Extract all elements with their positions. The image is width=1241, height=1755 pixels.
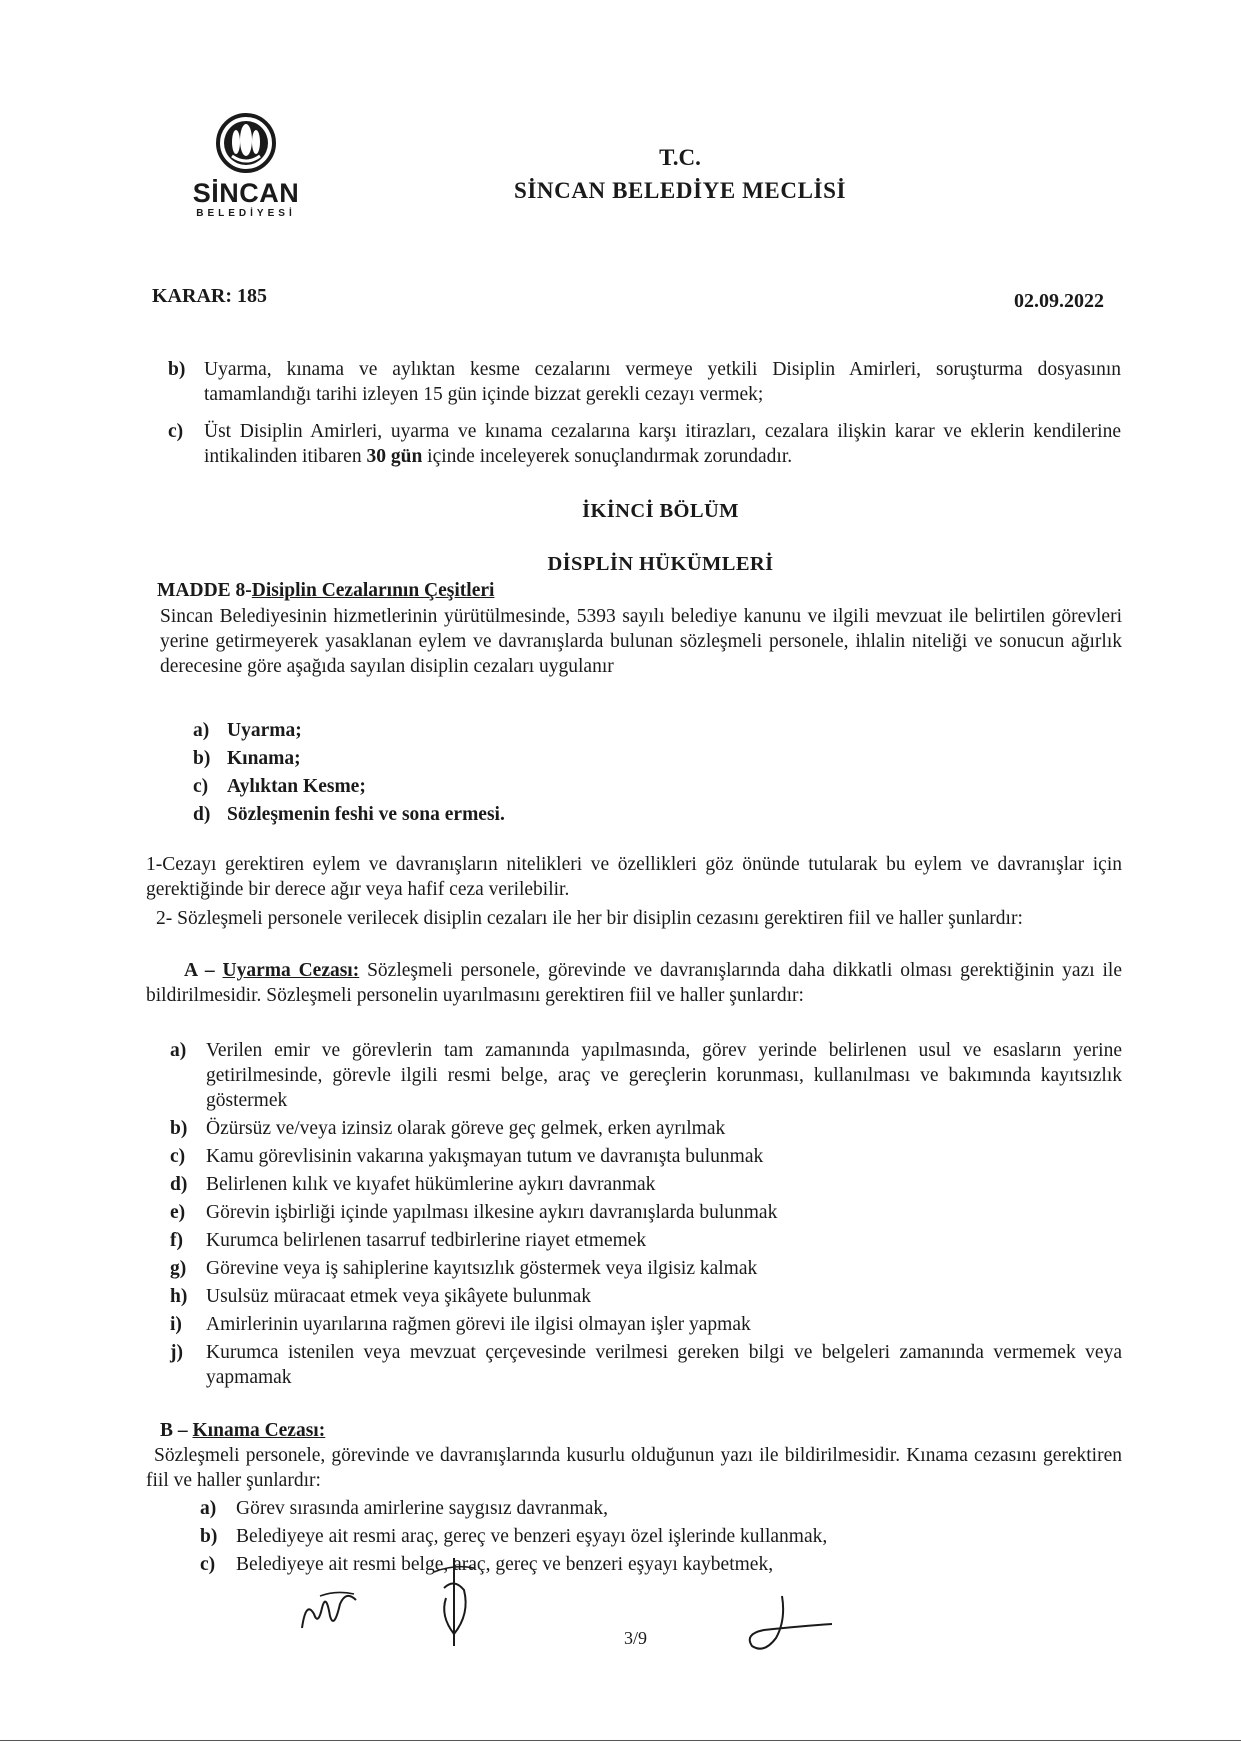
penalty-label: a) bbox=[193, 720, 210, 741]
list-item-text: Belediyeye ait resmi belge, araç, gereç ve benzeri eşyayı kaybetmek, bbox=[236, 1554, 774, 1575]
logo-subtitle: BELEDİYESİ bbox=[196, 208, 296, 219]
uyarma-prefix: A – bbox=[184, 960, 223, 981]
penalty-label: b) bbox=[193, 748, 211, 769]
kinama-paragraph: Sözleşmeli personele, görevinde ve davranışlarında kusurlu olduğunun yazı ile bildirilmesidir. Kınama cezasını gerektiren fiil ve haller şunlardır: bbox=[146, 1445, 1122, 1491]
list-item-label: b) bbox=[170, 1118, 188, 1139]
article-prefix: MADDE 8- bbox=[157, 580, 252, 601]
list-item bbox=[200, 1524, 1122, 1549]
list-item-label: f) bbox=[170, 1230, 183, 1251]
logo-name: SİNCAN bbox=[192, 178, 300, 208]
list-item-label: a) bbox=[170, 1040, 187, 1061]
list-item-text: Kurumca belirlenen tasarruf tedbirlerine riayet etmemek bbox=[206, 1230, 647, 1251]
penalty-text: Sözleşmenin feshi ve sona ermesi. bbox=[227, 804, 505, 825]
signature-1-icon bbox=[296, 1570, 386, 1640]
list-item-label: a) bbox=[200, 1498, 217, 1519]
penalty-item bbox=[193, 718, 302, 743]
list-item-label: b) bbox=[168, 359, 186, 380]
article-paragraph-1: 1-Cezayı gerektiren eylem ve davranışların nitelikleri ve özellikleri göz önünde tutularak bu eylem ve davranışlar için gerektiğinde bir derece ağır veya hafif ceza verilebilir. bbox=[146, 854, 1122, 900]
list-item-label: b) bbox=[200, 1526, 218, 1547]
list-item-text: Üst Disiplin Amirleri, uyarma ve kınama cezalarına karşı itirazları, cezalara ilişkin karar ve eklerin kendilerine intikalinden itibaren bbox=[204, 421, 1121, 467]
penalty-text: Kınama; bbox=[227, 748, 301, 769]
signature-3-icon bbox=[742, 1590, 842, 1660]
article-title: Disiplin Cezalarının Çeşitleri bbox=[251, 580, 495, 601]
list-item bbox=[170, 1284, 1122, 1309]
list-item-label: j) bbox=[170, 1342, 183, 1363]
list-item-label: g) bbox=[170, 1258, 187, 1279]
list-item-label: c) bbox=[200, 1554, 216, 1575]
list-item bbox=[170, 1200, 1122, 1225]
header-tc: T.C. bbox=[659, 145, 701, 170]
penalty-item bbox=[193, 746, 301, 771]
article-heading bbox=[157, 578, 494, 603]
kinama-prefix: B – bbox=[160, 1420, 193, 1441]
list-item bbox=[170, 1116, 1122, 1141]
list-item-label: c) bbox=[168, 421, 184, 442]
list-item bbox=[200, 1496, 1122, 1521]
list-item-text: Kamu görevlisinin vakarına yakışmayan tutum ve davranışta bulunmak bbox=[206, 1146, 764, 1167]
decision-date: 02.09.2022 bbox=[1014, 290, 1104, 312]
section-part-heading: İKİNCİ BÖLÜM bbox=[582, 500, 739, 522]
list-item-text: Görevine veya iş sahiplerine kayıtsızlık göstermek veya ilgisiz kalmak bbox=[206, 1258, 758, 1279]
list-item bbox=[168, 357, 1121, 407]
penalty-text: Aylıktan Kesme; bbox=[227, 776, 366, 797]
article-intro: Sincan Belediyesinin hizmetlerinin yürütülmesinde, 5393 sayılı belediye kanunu ve ilgili mevzuat ile belirtilen görevleri yerine getirmeyerek yasaklanan eylem ve davranışlarda bulunan sözleşmeli personele, ihlalin niteliği ve sonucun ağırlık derecesine göre aşağıda sayılan disiplin cezaları uygulanır bbox=[160, 606, 1122, 677]
list-item-text: Verilen emir ve görevlerin tam zamanında yapılmasında, görev yerinde belirlenen usul ve esasların yerine getirilmesinde, görevle ilgili resmi belge, araç ve gereçlerin korunması, kullanılması ve bakımında kayıtsızlık göstermek bbox=[206, 1040, 1122, 1111]
uyarma-title: Uyarma Cezası: bbox=[222, 960, 360, 981]
penalty-text: Uyarma; bbox=[227, 720, 302, 741]
list-item-text: Kurumca istenilen veya mevzuat çerçevesinde verilmesi gereken bilgi ve belgeleri zamanında vermemek veya yapmamak bbox=[206, 1342, 1122, 1388]
list-item-label: e) bbox=[170, 1202, 186, 1223]
list-item bbox=[170, 1228, 1122, 1253]
uyarma-text: Sözleşmeli personele, görevinde ve davranışlarında daha dikkatli olması gerektiğinin yazı ile bildirilmesidir. Sözleşmeli personelin uyarılmasını gerektiren fiil ve haller şunlardır: bbox=[146, 960, 1122, 1006]
list-item-label: d) bbox=[170, 1174, 188, 1195]
list-item-text: Belirlenen kılık ve kıyafet hükümlerine aykırı davranmak bbox=[206, 1174, 656, 1195]
list-item-text: Amirlerinin uyarılarına rağmen görevi ile ilgisi olmayan işler yapmak bbox=[206, 1314, 751, 1335]
list-item bbox=[170, 1340, 1122, 1390]
penalty-label: d) bbox=[193, 804, 211, 825]
list-item-text: içinde inceleyerek sonuçlandırmak zorundadır. bbox=[422, 446, 793, 467]
section-title-heading: DİSPLİN HÜKÜMLERİ bbox=[547, 553, 774, 575]
kinama-heading bbox=[160, 1418, 325, 1443]
logo-emblem-icon bbox=[214, 110, 278, 176]
municipality-logo bbox=[186, 110, 306, 220]
penalty-item bbox=[193, 802, 505, 827]
list-item-text: Uyarma, kınama ve aylıktan kesme cezalarını vermeye yetkili Disiplin Amirleri, soruşturma dosyasının tamamlandığı tarihi izleyen 15 gün içinde bizzat gerekli cezayı vermek; bbox=[204, 359, 1121, 405]
header-council: SİNCAN BELEDİYE MECLİSİ bbox=[513, 178, 847, 203]
article-paragraph-2: 2- Sözleşmeli personele verilecek disiplin cezaları ile her bir disiplin cezasını gerektiren fiil ve haller şunlardır: bbox=[156, 908, 1023, 929]
list-item-text: Belediyeye ait resmi araç, gereç ve benzeri eşyayı özel işlerinde kullanmak, bbox=[236, 1526, 828, 1547]
list-item-label: h) bbox=[170, 1286, 188, 1307]
list-item-text: Usulsüz müracaat etmek veya şikâyete bulunmak bbox=[206, 1286, 591, 1307]
penalty-item bbox=[193, 774, 366, 799]
page-number: 3/9 bbox=[624, 1628, 648, 1648]
list-item bbox=[170, 1172, 1122, 1197]
deadline-days: 30 gün bbox=[366, 446, 423, 467]
list-item-label: c) bbox=[170, 1146, 186, 1167]
decision-number: KARAR: 185 bbox=[152, 285, 267, 307]
bottom-rule bbox=[0, 1740, 1241, 1741]
list-item-label: i) bbox=[170, 1314, 182, 1335]
uyarma-paragraph bbox=[146, 958, 1122, 1008]
list-item bbox=[168, 419, 1121, 469]
list-item bbox=[170, 1312, 1122, 1337]
list-item bbox=[170, 1038, 1122, 1113]
list-item bbox=[170, 1144, 1122, 1169]
kinama-title: Kınama Cezası: bbox=[192, 1420, 326, 1441]
list-item bbox=[170, 1256, 1122, 1281]
penalty-label: c) bbox=[193, 776, 209, 797]
signature-2-icon bbox=[424, 1554, 484, 1654]
list-item-text: Özürsüz ve/veya izinsiz olarak göreve geç gelmek, erken ayrılmak bbox=[206, 1118, 726, 1139]
list-item-text: Görev sırasında amirlerine saygısız davranmak, bbox=[236, 1498, 608, 1519]
list-item-text: Görevin işbirliği içinde yapılması ilkesine aykırı davranışlarda bulunmak bbox=[206, 1202, 778, 1223]
